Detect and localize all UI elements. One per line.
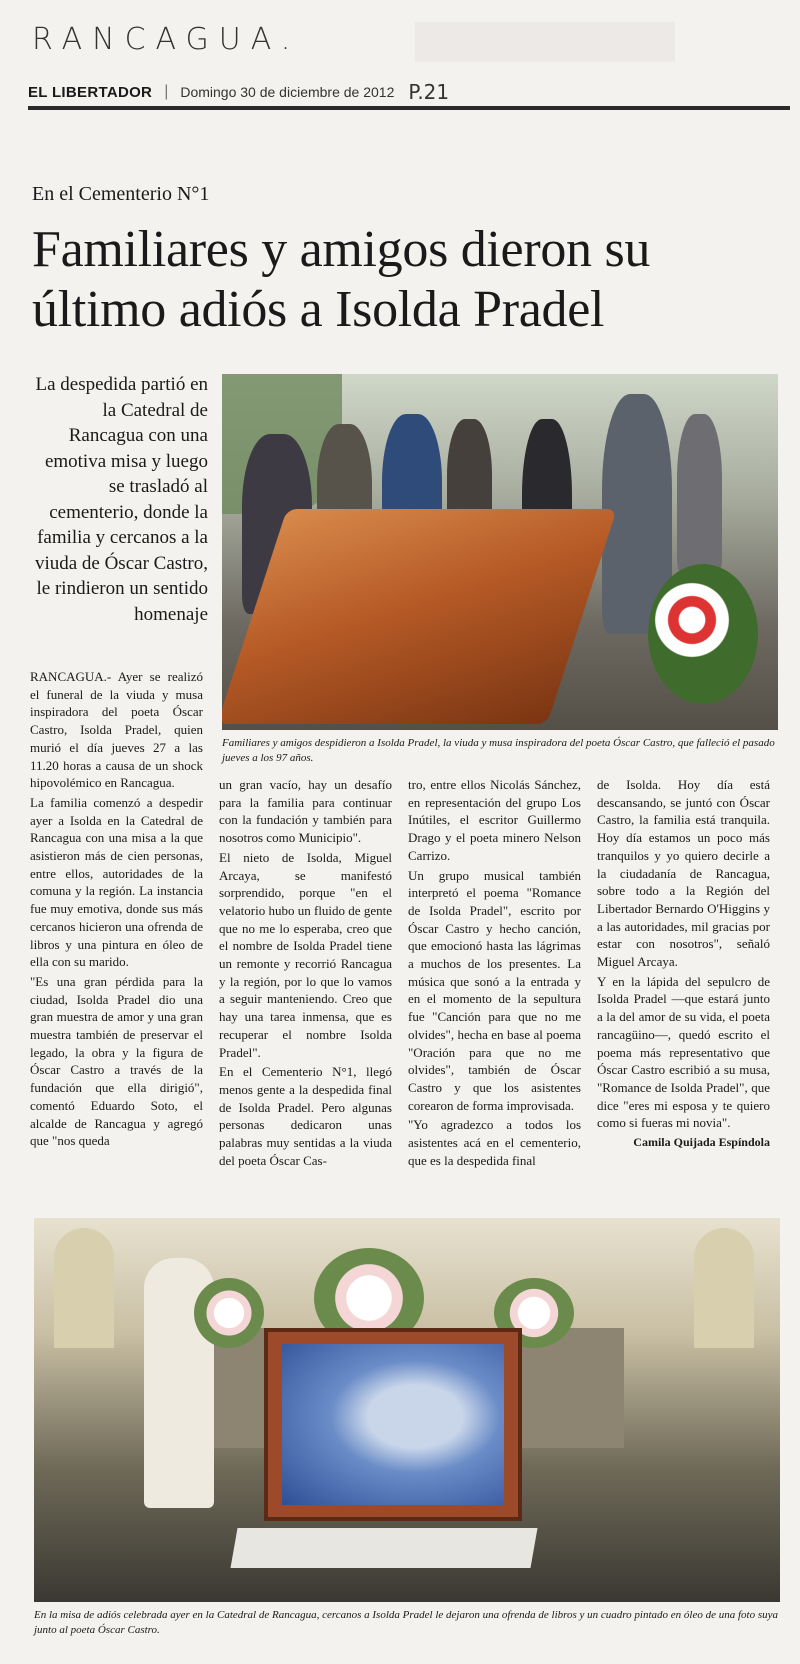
photo-mourner [677, 414, 722, 574]
mass-photo [34, 1218, 780, 1602]
article-column-1 [30, 668, 203, 1152]
article-body [30, 668, 780, 1208]
photo-book-offering [230, 1528, 537, 1568]
paragraph: tro, entre ellos Nicolás Sánchez, en representación del grupo Los Inútiles, el escritor Guillermo Drago y el poeta minero Nelson Carrizo. [408, 777, 581, 863]
masthead-separator: | [164, 83, 169, 100]
publication-date: Domingo 30 de diciembre de 2012 [180, 84, 395, 100]
article-byline: Camila Quijada Espíndola [633, 1135, 770, 1150]
newspaper-brand: EL LIBERTADOR [28, 83, 153, 101]
article-headline: Familiares y amigos dieron su último adiós a Isolda Pradel [32, 221, 651, 338]
paragraph: En el Cementerio N°1, llegó menos gente a la despedida final de Isolda Pradel. Pero algunas personas dedicaron unas palabras muy sentidas a la viuda del poeta Óscar Cas- [219, 1064, 392, 1168]
paragraph: "Es una gran pérdida para la ciudad, Isolda Pradel dio una gran muestra de amor y una gran muestra también de preservar el legado, la obra y la figura de Óscar Castro a través de la fundación que ella dirigió", comentó Eduardo Soto, el alcalde de Rancagua y agregó que "nos queda [30, 973, 203, 1149]
photo-portrait-frame [264, 1328, 522, 1521]
article-kicker: En el Cementerio N°1 [32, 183, 210, 205]
article-column-2 [219, 776, 392, 1171]
paragraph: Y en la lápida del sepulcro de Isolda Pradel —que estará junto a la del amor de su vida, el poeta rancagüino—, quedó escrito el poema más representativo que Óscar Castro escribió a su musa, "Romance de Isolda Pradel", que dice "eres mi esposa y te quiero como si fueras mi novia". [597, 973, 770, 1131]
article-column-4 [597, 776, 770, 1152]
paragraph: de Isolda. Hoy día está descansando, se juntó con Óscar Castro, la familia está tranquila. Hoy día estamos un poco más tranquilos y yo quiero decirle a la ciudadanía de Rancagua, sobre todo a la Región del Libertador Bernardo O'Higgins y a las autoridades, mil gracias por estar con nosotros", señaló Miguel Arcaya. [597, 777, 770, 970]
redaction-box [415, 22, 675, 62]
paragraph: RANCAGUA.- Ayer se realizó el funeral de la viuda y musa inspiradora del poeta Óscar Castro, Isolda Pradel, quien murió el día jueves 27 a las 11.20 horas a causa de un shock hipovolémico en Rancagua. [30, 669, 203, 791]
paragraph: Un grupo musical también interpretó el poema "Romance de Isolda Pradel", escrito por Óscar Castro y hecho canción, que emocionó hasta las lágrimas a muchos de los presentes. La música que sonó a la entrada y en el momento de la sepultura fue "Canción para que no me olvides", hecha en base al poema "Oración para que no me olvides", también de Óscar Castro y que los asistentes corearon de forma improvisada. [408, 867, 581, 1113]
article-column-3 [408, 776, 581, 1171]
masthead [28, 78, 790, 106]
paragraph: La familia comenzó a despedir ayer a Isolda en la Catedral de Rancagua con una misa a la que asistieron más de cien personas, entre ellos, autoridades de la comuna y la región. La instancia fue muy emotiva, donde sus más cercanos hicieron una ofrenda de libros y una pintura en óleo de ella con su marido. [30, 794, 203, 970]
paragraph: El nieto de Isolda, Miguel Arcaya, se manifestó sorprendido, porque "en el velatorio hubo un fluido de gente que no me lo esperaba, creo que el nombre de Isolda Pradel tiene un remonte y recorrió Rancagua y la región, por lo que lo vamos a seguir manteniendo. Creo que hay una tarea inmensa, que es recuperar el nombre Isolda Pradel". [219, 849, 392, 1060]
photo2-caption: En la misa de adiós celebrada ayer en la Catedral de Rancagua, cercanos a Isolda Pradel le dejaron una ofrenda de libros y un cuadro pintado en óleo de una foto suya junto al poeta Óscar Castro. [34, 1609, 779, 1636]
photo1-caption: Familiares y amigos despidieron a Isolda Pradel, la viuda y musa inspiradora del poeta Óscar Castro, que falleció el pasado jueves a los 97 años. [222, 737, 775, 764]
photo-portrait [282, 1344, 504, 1505]
paragraph: un gran vacío, hay un desafío para la familia para continuar con la fundación y también para nosotros como Municipio". [219, 777, 392, 846]
photo-church-window [54, 1228, 114, 1348]
paragraph: "Yo agradezco a todos los asistentes acá en el cementerio, que es la despedida final [408, 1117, 581, 1168]
masthead-rule [28, 106, 790, 110]
article-dek: La despedida partió en la Catedral de Rancagua con una emotiva misa y luego se trasladó al cementerio, donde la familia y cercanos a la viuda de Óscar Castro, le rindieron un sentido homenaje [34, 374, 208, 625]
photo-flowers [194, 1278, 264, 1348]
photo-church-window [694, 1228, 754, 1348]
handwritten-note: RANCAGUA. [32, 22, 301, 57]
handwritten-page-number: P.21 [408, 80, 450, 104]
